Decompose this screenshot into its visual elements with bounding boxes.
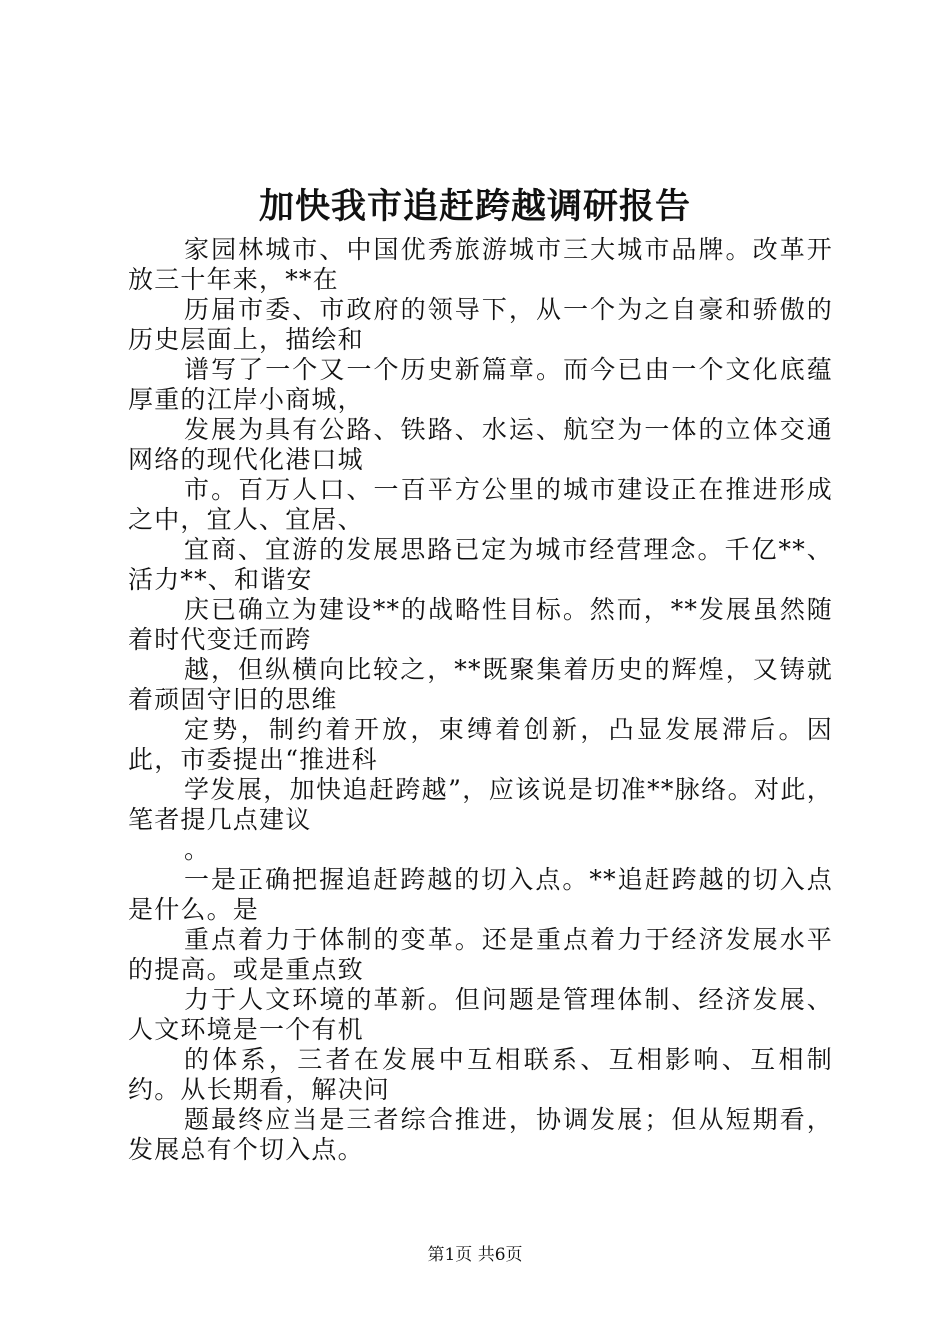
paragraph: 谱写了一个又一个历史新篇章。而今已由一个文化底蕴厚重的江岸小商城， [128,355,833,414]
paragraph: 一是正确把握追赶跨越的切入点。**追赶跨越的切入点是什么。是 [128,865,833,924]
paragraph: 市。百万人口、一百平方公里的城市建设正在推进形成之中，宜人、宜居、 [128,475,833,534]
document-title: 加快我市追赶跨越调研报告 [258,186,691,227]
paragraph: 越，但纵横向比较之，**既聚集着历史的辉煌，又铸就着顽固守旧的思维 [128,655,833,714]
document-body [128,235,833,1165]
paragraph: 重点着力于体制的变革。还是重点着力于经济发展水平的提高。或是重点致 [128,925,833,984]
paragraph: 题最终应当是三者综合推进，协调发展；但从短期看，发展总有个切入点。 [128,1105,833,1164]
paragraph: 发展为具有公路、铁路、水运、航空为一体的立体交通网络的现代化港口城 [128,415,833,474]
paragraph: 学发展，加快追赶跨越”，应该说是切准**脉络。对此，笔者提几点建议 [128,775,833,834]
page-number-footer: 第1页 共6页 [427,1245,523,1265]
paragraph: 家园林城市、中国优秀旅游城市三大城市品牌。改革开放三十年来，**在 [128,235,833,294]
paragraph: 历届市委、市政府的领导下，从一个为之自豪和骄傲的历史层面上，描绘和 [128,295,833,354]
paragraph: 。 [184,835,211,864]
paragraph: 的体系，三者在发展中互相联系、互相影响、互相制约。从长期看，解决问 [128,1045,833,1104]
paragraph: 定势，制约着开放，束缚着创新，凸显发展滞后。因此，市委提出“推进科 [128,715,833,774]
paragraph: 宜商、宜游的发展思路已定为城市经营理念。千亿**、活力**、和谐安 [128,535,833,594]
paragraph: 庆已确立为建设**的战略性目标。然而，**发展虽然随着时代变迁而跨 [128,595,833,654]
paragraph: 力于人文环境的革新。但问题是管理体制、经济发展、人文环境是一个有机 [128,985,833,1044]
